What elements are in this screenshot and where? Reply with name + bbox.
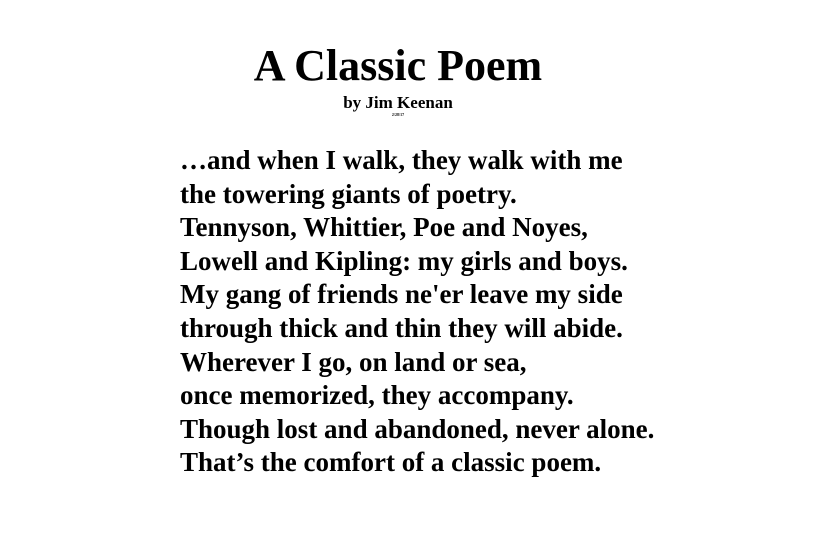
poem-line: Though lost and abandoned, never alone. — [180, 413, 655, 444]
poem-line: My gang of friends ne'er leave my side — [180, 279, 623, 310]
poem-line: once memorized, they accompany. — [180, 380, 574, 411]
poem-line: through thick and thin they will abide. — [180, 312, 623, 343]
poem-date: 2/28/17 — [391, 112, 405, 117]
poem-line: Lowell and Kipling: my girls and boys. — [180, 245, 628, 276]
poem-line: Wherever I go, on land or sea, — [180, 346, 527, 377]
poem-line: That’s the comfort of a classic poem. — [180, 447, 602, 478]
poem-body — [180, 144, 654, 480]
poem-line: …and when I walk, they walk with me — [180, 145, 623, 175]
poem-byline: by Jim Keenan — [343, 93, 453, 112]
poem-title: A Classic Poem — [253, 41, 543, 90]
poem-line: the towering giants of poetry. — [180, 178, 517, 209]
poem-line: Tennyson, Whittier, Poe and Noyes, — [180, 212, 588, 243]
